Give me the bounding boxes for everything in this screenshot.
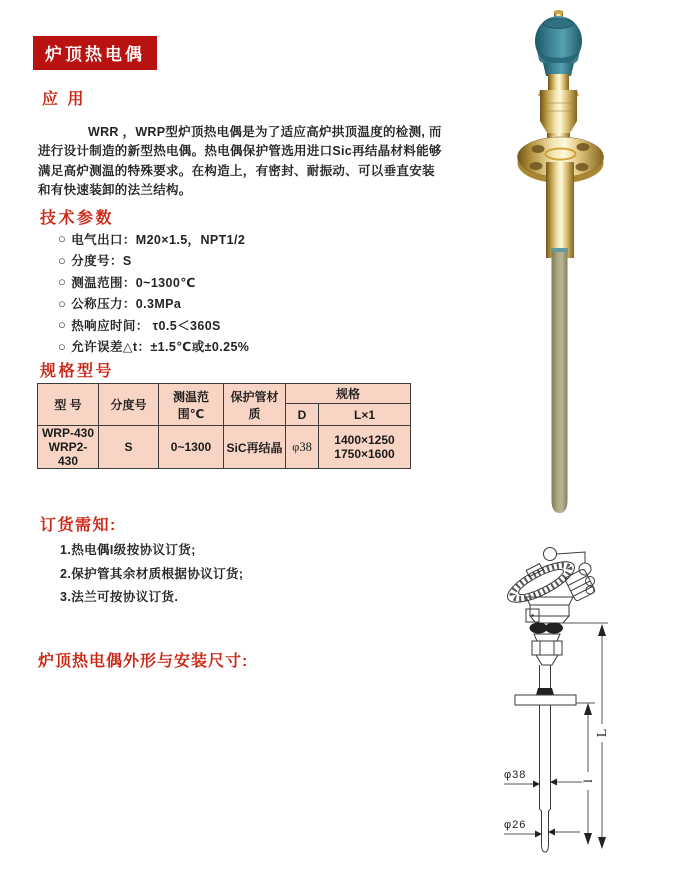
bolt-hole [576, 163, 589, 171]
table-header-spec: 规格 [286, 384, 411, 404]
hex-nut [532, 641, 562, 655]
arrow-right-icon [535, 831, 542, 838]
product-photo [480, 10, 650, 530]
tech-params-list [58, 228, 249, 357]
cell-graduation: S [99, 426, 159, 469]
flange-stem [546, 162, 574, 258]
arrow-up-icon [584, 703, 592, 715]
dimension-lines [504, 623, 608, 849]
tech-param-item [58, 228, 249, 250]
thermocouple-head [535, 16, 582, 76]
bolt-hole [532, 145, 545, 153]
circle-bullet-icon: ○ [58, 295, 67, 311]
dimension-drawing [480, 545, 650, 894]
table-header-range: 测温范围℃ [159, 384, 224, 426]
ordering-heading: 订货需知: [40, 517, 117, 534]
ordering-note: 2.保护管其余材质根据协议订货; [60, 566, 244, 581]
head-neck [548, 74, 569, 91]
dim-L-label: L [595, 728, 610, 738]
cell-size-line1: 1400×1250 [334, 433, 395, 447]
cell-diameter: φ38 [286, 426, 319, 469]
arrow-up-icon [598, 624, 606, 636]
spec-model-heading: 规格型号 [40, 363, 115, 380]
tech-param-text: 热响应时间： τ0.5＜360S [71, 318, 221, 333]
circle-bullet-icon: ○ [58, 338, 67, 354]
arrow-left-icon [550, 779, 557, 786]
table-header-graduation: 分度号 [99, 384, 159, 426]
cell-sheath: SiC再结晶 [224, 426, 286, 469]
ordering-notes-list [60, 540, 244, 611]
drawing-flange [515, 688, 576, 705]
bolt-hole [530, 162, 543, 170]
outline-dimensions-heading: 炉顶热电偶外形与安装尺寸: [38, 653, 249, 670]
tech-params-heading: 技术参数 [40, 210, 115, 227]
tech-param-text: 测温范围：0~1300℃ [71, 275, 196, 290]
drawing-head [500, 548, 595, 610]
ordering-note: 1.热电偶I级按协议订货; [60, 543, 196, 557]
circle-bullet-icon: ○ [58, 231, 67, 247]
ribbed-cap [500, 550, 579, 610]
drawing-protection-tube [540, 705, 551, 852]
table-header-d: D [286, 404, 319, 426]
dia26-label: φ26 [504, 819, 527, 831]
spec-table [37, 383, 411, 469]
tech-param-item [58, 314, 249, 336]
union-fitting [538, 90, 579, 133]
arrow-down-icon [598, 837, 606, 849]
drawing-body [526, 597, 573, 695]
application-heading: 应 用 [42, 91, 86, 108]
dia38-label: φ38 [504, 769, 527, 781]
dim-l-label: l [580, 779, 595, 783]
page-title-banner: 炉顶热电偶 [33, 36, 157, 70]
ordering-note: 3.法兰可按协议订货. [60, 590, 179, 604]
tech-param-text: 分度号：S [71, 254, 132, 269]
tech-param-item [58, 271, 249, 293]
tech-param-text: 公称压力：0.3MPa [71, 297, 182, 312]
tech-param-item [58, 293, 249, 315]
table-header-model: 型 号 [38, 384, 99, 426]
circle-bullet-icon: ○ [58, 252, 67, 268]
cell-range: 0~1300 [159, 426, 224, 469]
arrow-left-icon [548, 829, 555, 836]
tech-param-text: 电气出口：M20×1.5，NPT1/2 [71, 232, 246, 247]
seal-ring [530, 623, 548, 634]
cell-model [38, 426, 99, 469]
table-header-lxl: L×1 [319, 404, 411, 426]
protection-tube [552, 252, 568, 513]
tech-param-item [58, 250, 249, 272]
cell-sizes [319, 426, 411, 469]
circle-bullet-icon: ○ [58, 317, 67, 333]
table-header-sheath: 保护管材质 [224, 384, 286, 426]
tech-param-item [58, 336, 249, 358]
arrow-right-icon [533, 781, 540, 788]
application-paragraph: WRR ，WRP型炉顶热电偶是为了适应高炉拱顶温度的检测, 而进行设计制造的新型热电偶。热电偶保护管选用进口Sic再结晶材料能够满足高炉测温的特殊要求。在构造上，有密封、耐振动、可以垂直安装和有快速装卸的法兰结构。 [38, 124, 442, 197]
circle-bullet-icon: ○ [58, 274, 67, 290]
cell-model-line2: WRP2-430 [48, 440, 88, 468]
bolt-hole [577, 143, 590, 151]
seal-ring [545, 623, 563, 634]
tech-param-text: 允许误差△t：±1.5℃或±0.25% [71, 340, 250, 355]
cell-size-line2: 1750×1600 [334, 447, 395, 461]
cell-model-line1: WRP-430 [41, 426, 94, 440]
arrow-down-icon [584, 833, 592, 845]
table-row [38, 426, 411, 469]
